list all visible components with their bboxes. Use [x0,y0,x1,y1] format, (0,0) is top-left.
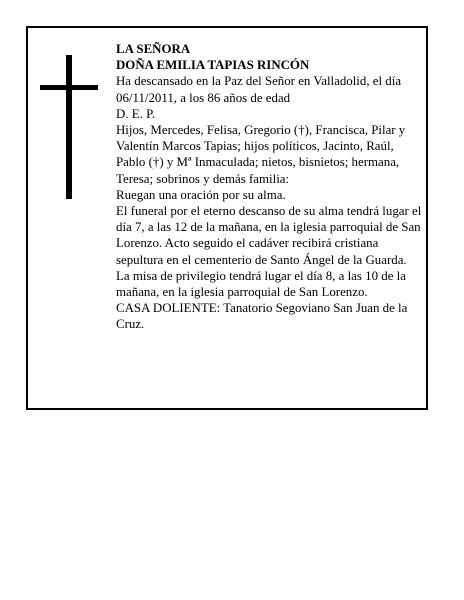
death-statement: Ha descansado en la Paz del Señor en Valladolid, el día 06/11/2011, a los 86 años de edad [116,74,402,105]
prayer-request: Ruegan una oración por su alma. [116,187,286,202]
deceased-name: DOÑA EMILIA TAPIAS RINCÓN [116,58,310,73]
notice-text [116,41,422,333]
cross-horizontal-bar [40,85,98,90]
title-line-1: LA SEÑORA [116,42,191,56]
funeral-details: El funeral por el eterno descanso de su alma tendrá lugar el día 7, a las 12 de la mañana, en la iglesia parroquial de San Lorenzo. Acto seguido el cadáver recibirá cristiana sepultura en el cementerio de Santo Ángel de la Guarda. La misa de privilegio tendrá lugar el día 8, a las 10 de la mañana, en la iglesia parroquial de San Lorenzo. [116,204,422,300]
cross-vertical-bar [66,55,72,199]
family-list: Hijos, Mercedes, Felisa, Gregorio (†), Francisca, Pilar y Valentín Marcos Tapias; hijos políticos, Jacinto, Raúl, Pablo (†) y Mª Inmaculada; nietos, bisnietos; hermana, Teresa; sobrinos y demás familia: [116,123,406,186]
mourning-house: CASA DOLIENTE: Tanatorio Segoviano San Juan de la Cruz. [116,301,408,332]
dep-line: D. E. P. [116,106,156,121]
cross-icon [40,55,98,199]
obituary-notice [26,26,428,410]
